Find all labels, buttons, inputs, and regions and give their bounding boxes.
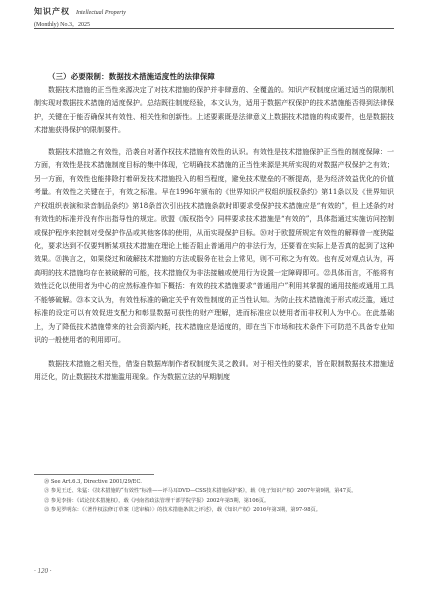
running-header [34, 6, 394, 28]
issue-info: (Monthly) No.3，2025 [34, 22, 90, 28]
paragraph-2: 数据技术措施之有效性，沿袭自对著作权技术措施有效性的认识。有效性是技术措施保护正当性的制度保障：一方面，有效性是技术措施制度目标的集中体现，它明确技术措施的正当性来源是其所实现的对数据产权保护之有效；另一方面，有效性也能排除打着研发技术措施投入的相当程度，避免技术壁垒的不断提高，是为经济效益优化的价值考量。有效性之关键在于，有效之标准。早在1996年颁布的《世界知识产权组织版权条约》第11条以及《世界知识产权组织表演和录音制品条约》第18条首次引出技术措施条款时即要求受保护技术措施应是“有效的”，但上述条约对有效性的标准并没有作出指导性的规定。欧盟《版权指令》同样要求技术措施是“有效的”，具体指通过实施访问控制或保护程序来控制对受保护作品或其他客体的使用，从而实现保护目标。⑳对于欧盟所规定有效性的解释曾一度狭隘化，要求达到不仅要判断某项技术措施在理论上能否阻止普通用户的非法行为，还要看在实际上是否真的起到了这种效果。㉑换言之，如果绕过和破解技术措施的方法或服务在社会上常见，则不可称之为有效。也有反对观点认为，再高明的技术措施均存在被破解的可能，技术措施仅为非法接触或使用行为设置一定障碍即可。㉒具体而言，不能将有效性泛化以使用者为中心的应然标准作如下概括：有效的技术措施要求“普通用户”利用其掌握的通用技能或通用工具不能够破解。㉓本文认为，有效性标准的确定关乎有效性制度的正当性认知。为防止技术措施流于形式或泛滥，通过标准的设定可以有效促进支配力和彰显数据可获性的财产理解，进而标准应以使用者而非权利人为中心。在此基础上，为了降低技术措施带来的社会资源内耗，技术措施应是适度的，即在当下市场和技术条件下可防范不具备专业知识的一般使用者的利用即可。 [34, 147, 394, 345]
footnote-rule [34, 474, 154, 475]
footnote-22: ㉒ 参见李扬：《试论技术措施权》，载《河南省政法管理干部学院学报》2002年第5期，第106页。 [44, 497, 270, 504]
footnote-21: ㉑ 参见王迁、朱猛：《技术措施的“有效性”标准——评马耳DVD—CSS技术措施保护案》，载《电子知识产权》2007年第9期，第47页。 [44, 488, 357, 495]
journal-title-en: Intellectual Property [76, 10, 126, 16]
journal-masthead [34, 6, 394, 17]
footnotes [34, 478, 394, 516]
paragraph-3: 数据技术措施之相关性，借鉴自数据库制作者权制度失灵之教训。对于相关性的要求，旨在限制数据技术措施适用泛化，防止数据技术措施滥用现象。作为数据立法的早期制度 [34, 359, 394, 382]
paragraph-1: 数据技术措施的正当性来源决定了对技术措施的保护并非肆意的、全覆盖的。知识产权制度应通过适当的限制机制实现对数据技术措施的适度保护。总结既往制度经验，本文认为，适用于数据产权保护的技术措施能否得到法律保护，关键在于能否确保其有效性、相关性和创新性。上述要素既是法律意义上数据技术措施的构成要件，也是数据技术措施获得保护的限制要件。 [34, 86, 394, 135]
section-heading: （三）必要限制：数据技术措施适度性的法律保障 [48, 72, 215, 81]
journal-title-cn: 知识产权 [34, 6, 70, 16]
footnote-20: ⑳ See Art.6.3, Directive 2001/29/EC. [44, 479, 142, 485]
article-body [34, 72, 394, 385]
page-number: · 120 · [34, 567, 52, 575]
header-rule [34, 28, 394, 29]
footnote-23: ㉓ 参见罗明东：《〈著作权法修订草案（送审稿）〉的技术措施条款之评述》，载《知识产权》2016年第3期，第97-98页。 [44, 507, 321, 514]
